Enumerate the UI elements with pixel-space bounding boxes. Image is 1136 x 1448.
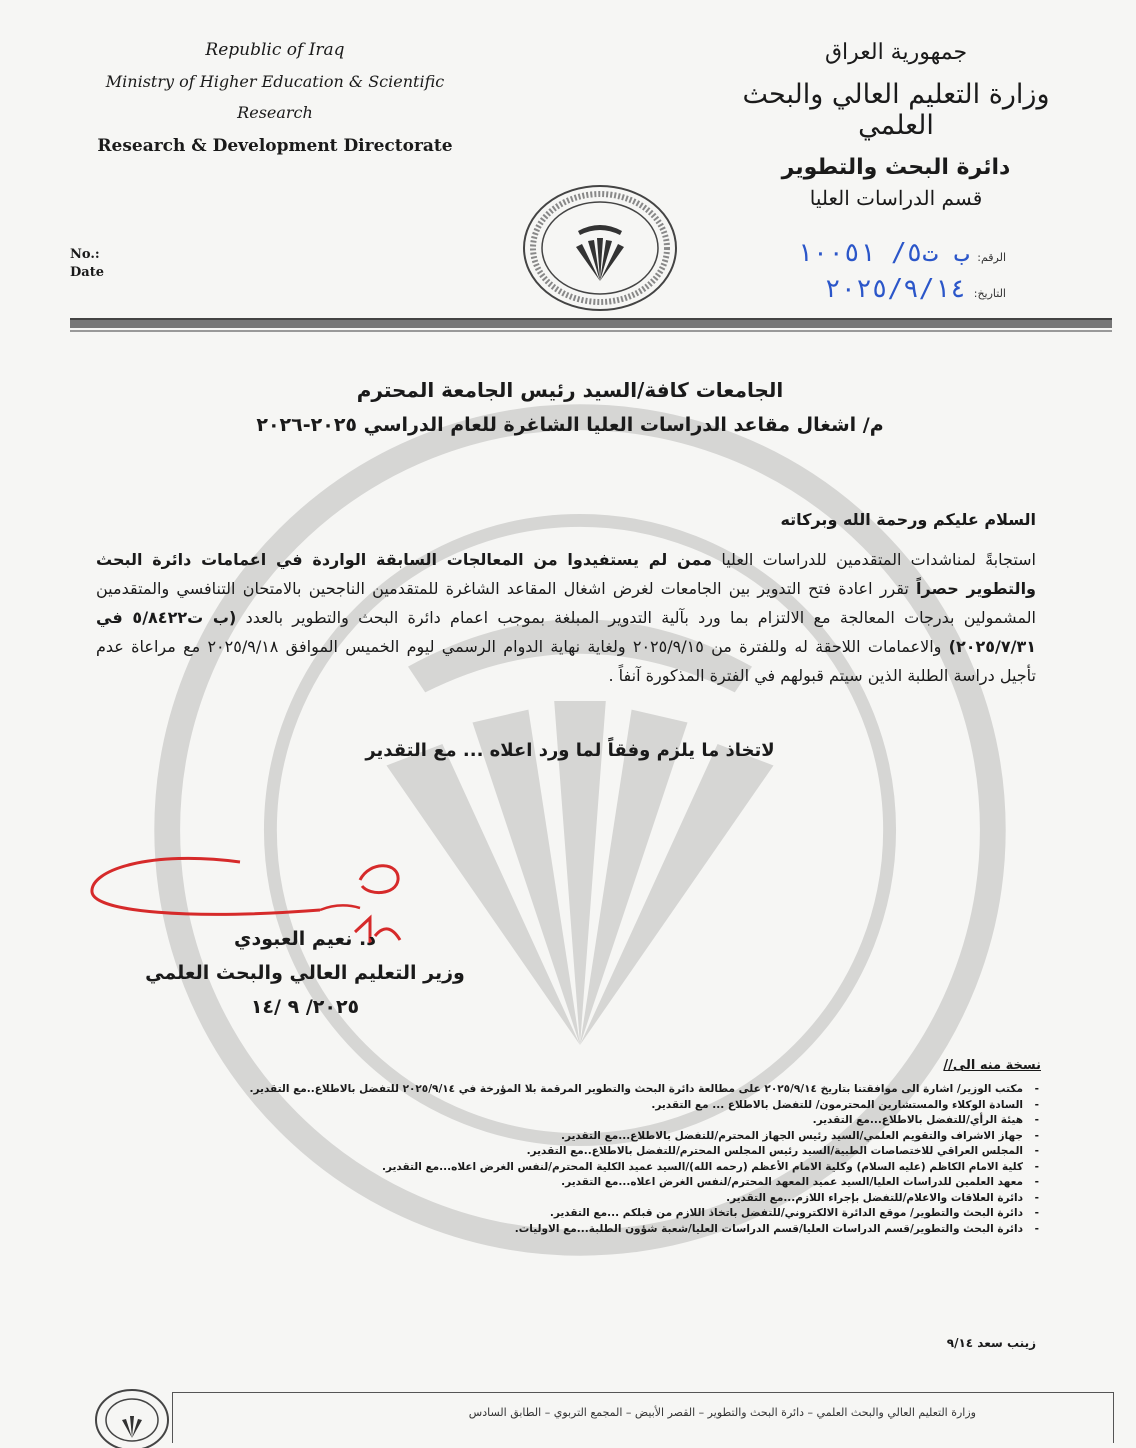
typist-initials: زينب سعد ٩/١٤ <box>946 1336 1036 1350</box>
ministry-name-ar: وزارة التعليم العالي والبحث العلمي <box>742 79 1050 141</box>
department-name-ar: قسم الدراسات العليا <box>809 186 983 210</box>
country-name-en: Republic of Iraq <box>205 40 345 60</box>
ref-label: الرقم: <box>977 251 1006 264</box>
list-item: - دائرة البحث والتطوير/ موقع الدائرة الالكتروني/للتفضل باتخاذ اللازم من قبلكم ...مع التقدير. <box>71 1206 1041 1222</box>
body-text-2: تقرر اعادة فتح التدوير بين الجامعات لغرض اشغال المقاعد الشاغرة للمتقدمين الناجحين بالامتحان التنافسي والمتقدمين المشمولين بدرجات المعالجة مع الالتزام بما ورد بآلية التدوير المبلغة بموجب اعمام دائرة البحث والتطوير بالعدد <box>96 579 1036 627</box>
greeting: السلام عليكم ورحمة الله وبركاته <box>780 510 1036 529</box>
list-item: - جهاز الاشراف والتقويم العلمي/السيد رئيس الجهاز المحترم/للتفضل بالاطلاع...مع التقدير. <box>71 1129 1041 1145</box>
letter-body <box>96 545 1036 690</box>
addressee: الجامعات كافة/السيد رئيس الجامعة المحترم <box>356 378 784 402</box>
signatory-title: وزير التعليم العالي والبحث العلمي <box>145 962 465 984</box>
list-item: - السادة الوكلاء والمستشارين المحترمون/ للتفضل بالاطلاع ... مع التقدير. <box>71 1098 1041 1114</box>
number-date-labels <box>70 246 104 282</box>
ministry-name-en-cont: Research <box>237 103 313 122</box>
country-name-ar: جمهورية العراق <box>824 40 968 65</box>
footer-seal-icon <box>92 1380 172 1448</box>
body-text-1: استجابةً لمناشدات المتقدمين للدراسات العليا <box>721 550 1037 569</box>
subject-line: م/ اشغال مقاعد الدراسات العليا الشاغرة للعام الدراسي ٢٠٢٥-٢٠٢٦ <box>256 414 884 436</box>
reference-block <box>797 238 1006 310</box>
ministry-seal-icon <box>520 183 680 313</box>
copies-heading: نسخة منه الى// <box>943 1058 1041 1073</box>
english-header <box>60 40 490 156</box>
ministry-name-en: Ministry of Higher Education & Scientific <box>105 72 445 91</box>
signature-date: ٢٠٢٥/ ٩ /١٤ <box>250 996 360 1018</box>
list-item: - دائرة البحث والتطوير/قسم الدراسات العليا/قسم الدراسات العليا/شعبة شؤون الطلبة...مع الاوليات. <box>71 1222 1041 1238</box>
footer-address: وزارة التعليم العالي والبحث العلمي – دائرة البحث والتطوير – القصر الأبيض – المجمع التربوي – الطابق السادس <box>468 1406 976 1419</box>
list-item: - المجلس العراقي للاختصاصات الطبية/السيد رئيس المجلس المحترم/للتفضل بالاطلاع..مع التقدير. <box>71 1144 1041 1160</box>
body-text-3: والاعمامات اللاحقة له وللفترة من ٢٠٢٥/٩/١٥ ولغاية نهاية الدوام الرسمي ليوم الخميس الموافق ٢٠٢٥/٩/١٨ مع مراعاة عدم تأجيل دراسة الطلبة الذين سيتم قبولهم في الفترة المذكورة آنفاً . <box>96 637 1036 685</box>
body-bold-2: (ب ت٥/٨٤٢٢ في ٢٠٢٥/٧/٣١) <box>96 608 1037 656</box>
list-item: - كلية الامام الكاظم (عليه السلام) وكلية الامام الأعظم (رحمه الله)/السيد عميد الكلية المحترم/لنفس الغرض اعلاه...مع التقدير. <box>71 1160 1041 1176</box>
ref-date: ٢٠٢٥/٩/١٤ <box>824 274 966 304</box>
ref-number: ب ت٥/ ١٠٠٥١ <box>797 238 970 268</box>
directorate-name-en: Research & Development Directorate <box>97 136 453 156</box>
header-divider <box>70 318 1112 328</box>
list-item: - معهد العلمين للدراسات العليا/السيد عميد المعهد المحترم/لنفس الغرض اعلاه...مع التقدير. <box>71 1175 1041 1191</box>
list-item: - هيئة الرأي/للتفضل بالاطلاع...مع التقدير. <box>71 1113 1041 1129</box>
date-label: Date <box>70 265 104 280</box>
directorate-name-ar: دائرة البحث والتطوير <box>781 155 1011 180</box>
ref-date-label: التاريخ: <box>973 287 1006 300</box>
signature-block <box>140 922 470 1024</box>
header-divider-thin <box>70 330 1112 332</box>
list-item: - مكتب الوزير/ اشارة الى موافقتنا بتاريخ ٢٠٢٥/٩/١٤ على مطالعة دائرة البحث والتطوير المرقمة بلا المؤرخة في ٢٠٢٥/٩/١٤ للتفضل بالاطلاع..مع التقدير. <box>71 1082 1041 1098</box>
list-item: - دائرة العلاقات والاعلام/للتفضل بإجراء اللازم...مع التقدير. <box>71 1191 1041 1207</box>
body-bold-1: ممن لم يستفيدوا من المعالجات السابقة الواردة في اعمامات دائرة البحث والتطوير حصراً <box>96 550 1036 598</box>
signatory-name: د. نعيم العبودي <box>234 928 376 950</box>
closing-line: لاتخاذ ما يلزم وفقاً لما ورد اعلاه ... مع التقدير <box>365 740 775 761</box>
arabic-header <box>716 40 1076 210</box>
copies-list <box>71 1082 1041 1237</box>
number-label: No.: <box>70 247 100 262</box>
